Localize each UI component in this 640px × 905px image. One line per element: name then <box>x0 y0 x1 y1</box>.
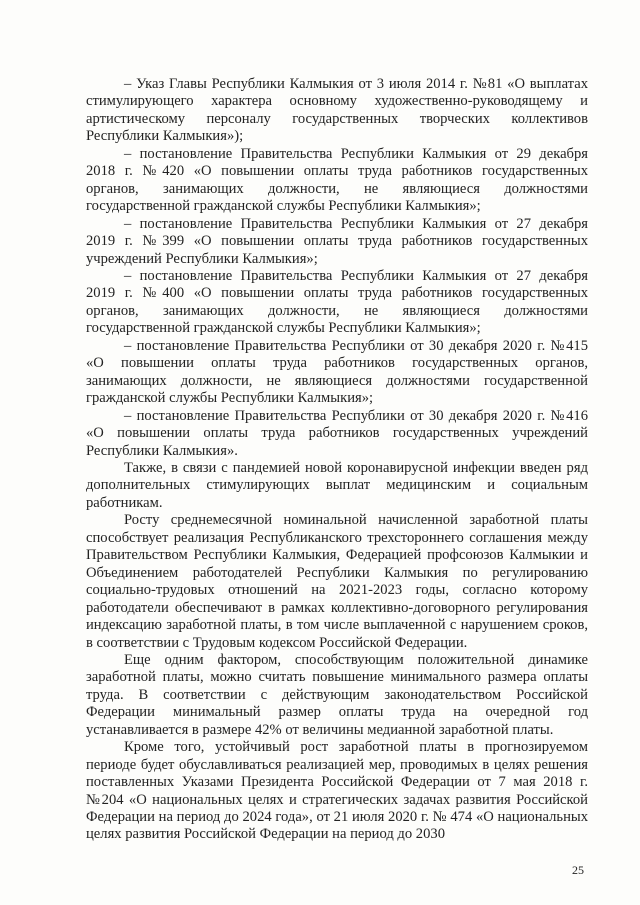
document-body <box>86 76 588 844</box>
page-number: 25 <box>572 863 584 877</box>
paragraph-decree-81: – Указ Главы Республики Калмыкия от 3 июля 2014 г. №81 «О выплатах стимулирующего характера основному художественно-руководящему и артистическому персоналу государственных творческих коллективов Республики Калмыкия»); <box>86 76 588 145</box>
paragraph-minimum-wage: Еще одним фактором, способствующим положительной динамике заработной платы, можно считать повышение минимального размера оплаты труда. В соответствии с действующим законодательством Российской Федерации минимальный размер оплаты труда на очередной год устанавливается в размере 42% от величины медианной заработной платы. <box>86 651 588 738</box>
paragraph-presidential-decrees: Кроме того, устойчивый рост заработной платы в прогнозируемом периоде будет обуславливаться реализацией мер, проводимых в целях решения поставленных Указами Президента Российской Федерации от 7 мая 2018 г. №204 «О национальных целях и стратегических задачах развития Российской Федерации на период до 2024 года», от 21 июля 2020 г. № 474 «О национальных целях развития Российской Федерации на период до 2030 <box>86 739 588 843</box>
paragraph-resolution-399: – постановление Правительства Республики Калмыкия от 27 декабря 2019 г. №399 «О повышении оплаты труда работников государственных учреждений Республики Калмыкия»; <box>86 215 588 267</box>
paragraph-resolution-400: – постановление Правительства Республики Калмыкия от 27 декабря 2019 г. №400 «О повышении оплаты труда работников государственных органов, занимающих должности, не являющиеся должностями государственной гражданской службы Республики Калмыкия»; <box>86 267 588 337</box>
paragraph-resolution-416: – постановление Правительства Республики от 30 декабря 2020 г. №416 «О повышении оплаты труда работников государственных учреждений Республики Калмыкия». <box>86 407 588 459</box>
paragraph-resolution-420: – постановление Правительства Республики Калмыкия от 29 декабря 2018 г. №420 «О повышении оплаты труда работников государственных органов, занимающих должности, не являющиеся должностями государственной гражданской службы Республики Калмыкия»; <box>86 145 588 215</box>
paragraph-tripartite-agreement: Росту среднемесячной номинальной начисленной заработной платы способствует реализация Республиканского трехстороннего соглашения между Правительством Республики Калмыкия, Федерацией профсоюзов Калмыкии и Объединением работодателей Республики Калмыкия по регулированию социально-трудовых отношений на 2021-2023 годы, согласно которому работодатели обеспечивают в рамках коллективно-договорного регулирования индексацию заработной платы, в том числе выплаченной с нарушением сроков, в соответствии с Трудовым кодексом Российской Федерации. <box>86 512 588 651</box>
paragraph-resolution-415: – постановление Правительства Республики от 30 декабря 2020 г. №415 «О повышении оплаты труда работников государственных органов, занимающих должности, не являющиеся должностями государственной гражданской службы Республики Калмыкия»; <box>86 337 588 407</box>
paragraph-pandemic-payments: Также, в связи с пандемией новой коронавирусной инфекции введен ряд дополнительных стимулирующих выплат медицинским и социальным работникам. <box>86 459 588 511</box>
